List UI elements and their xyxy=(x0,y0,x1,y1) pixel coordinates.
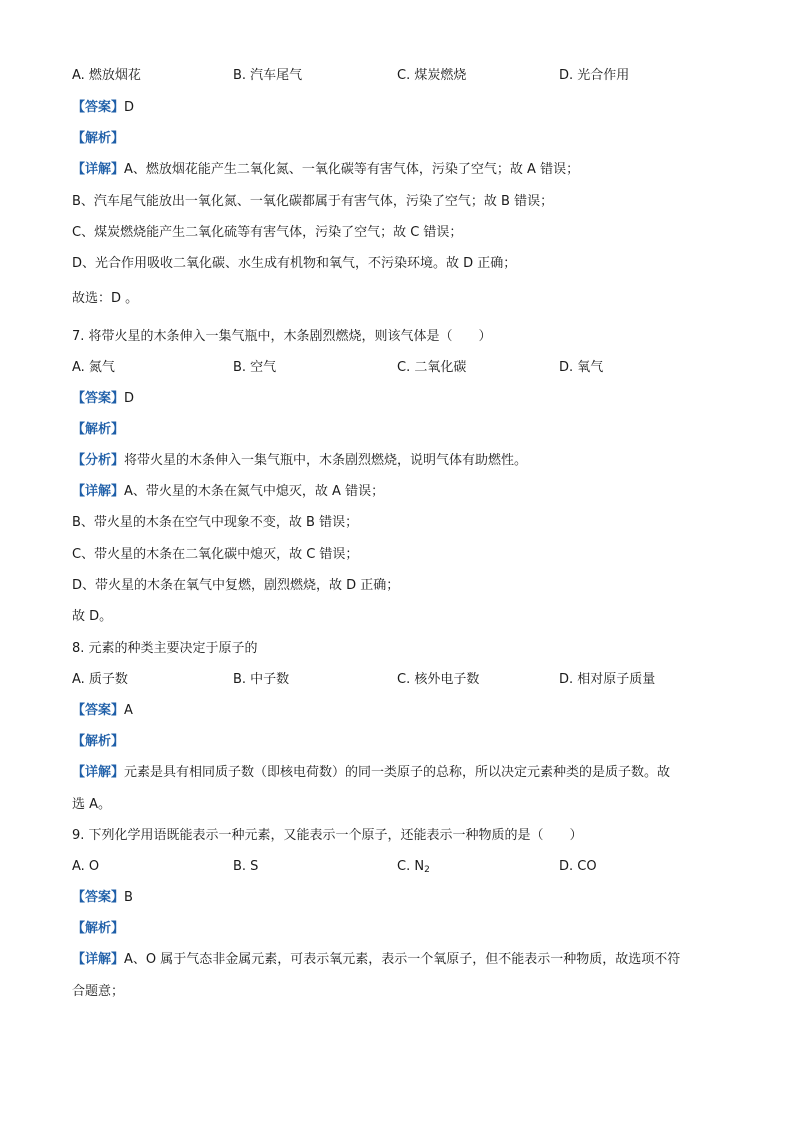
option-b: B. S xyxy=(233,859,259,874)
q7-explanation-line: D、带火星的木条在氧气中复燃，剧烈燃烧，故 D 正确； xyxy=(72,578,400,593)
q9-answer xyxy=(72,889,133,907)
q7-explanation-line: B、带火星的木条在空气中现象不变，故 B 错误； xyxy=(72,515,359,530)
analysis-tag: 【解析】 xyxy=(72,734,125,749)
answer-value: A xyxy=(124,703,133,718)
q8-detail-continued: 选 A。 xyxy=(72,797,112,812)
q6-answer xyxy=(72,99,134,117)
answer-value: B xyxy=(124,890,133,905)
analysis-tag: 【解析】 xyxy=(72,921,125,936)
option-c: C. 煤炭燃烧 xyxy=(397,68,467,83)
option-d: D. 相对原子质量 xyxy=(559,672,656,687)
option-b: B. 中子数 xyxy=(233,672,290,687)
option-c: C. 核外电子数 xyxy=(397,672,480,687)
analysis-tag: 【解析】 xyxy=(72,131,125,146)
detail-tag: 【详解】 xyxy=(72,162,125,177)
q7-explanation-line: C、带火星的木条在二氧化碳中熄灭，故 C 错误； xyxy=(72,547,359,562)
detail-tag: 【详解】 xyxy=(72,765,125,780)
q6-explanation-line: C、煤炭燃烧能产生二氧化硫等有害气体，污染了空气；故 C 错误； xyxy=(72,225,463,240)
answer-value: D xyxy=(124,391,135,406)
analysis-tag: 【解析】 xyxy=(72,422,125,437)
option-a: A. 质子数 xyxy=(72,672,128,687)
fenxi-text: 将带火星的木条伸入一集气瓶中，木条剧烈燃烧，说明气体有助燃性。 xyxy=(124,453,528,468)
q9-detail xyxy=(72,951,680,969)
answer-value: D xyxy=(124,100,135,115)
detail-text: A、O 属于气态非金属元素，可表示氧元素，表示一个氧原子，但不能表示一种物质，故选项不符 xyxy=(124,952,681,967)
fenxi-tag: 【分析】 xyxy=(72,453,125,468)
subscript: 2 xyxy=(424,865,430,875)
q9-stem: 9. 下列化学用语既能表示一种元素，又能表示一个原子，还能表示一种物质的是（ ） xyxy=(72,828,583,843)
option-a: A. 氮气 xyxy=(72,360,115,375)
q7-stem: 7. 将带火星的木条伸入一集气瓶中，木条剧烈燃烧，则该气体是（ ） xyxy=(72,329,492,344)
q7-analysis-heading xyxy=(72,421,124,439)
detail-tag: 【详解】 xyxy=(72,952,125,967)
option-d: D. 氧气 xyxy=(559,360,604,375)
q9-analysis-heading xyxy=(72,920,124,938)
q7-answer xyxy=(72,390,134,408)
q6-explanation-line: B、汽车尾气能放出一氧化氮、一氧化碳都属于有害气体，污染了空气；故 B 错误； xyxy=(72,194,554,209)
q9-detail-continued: 合题意； xyxy=(72,984,125,999)
answer-tag: 【答案】 xyxy=(72,890,125,905)
q7-analysis xyxy=(72,452,527,470)
option-b: B. 空气 xyxy=(233,360,277,375)
q7-conclusion: 故 D。 xyxy=(72,609,113,624)
detail-text: A、燃放烟花能产生二氧化氮、一氧化碳等有害气体，污染了空气；故 A 错误； xyxy=(124,162,580,177)
q8-detail xyxy=(72,764,670,782)
detail-text: 元素是具有相同质子数（即核电荷数）的同一类原子的总称，所以决定元素种类的是质子数。故 xyxy=(124,765,671,780)
q6-analysis-heading xyxy=(72,130,124,148)
option-c: C. 二氧化碳 xyxy=(397,360,467,375)
q7-detail xyxy=(72,483,384,501)
option-a: A. 燃放烟花 xyxy=(72,68,141,83)
option-c-text: C. N xyxy=(397,859,425,874)
q8-analysis-heading xyxy=(72,733,124,751)
option-a: A. O xyxy=(72,859,100,874)
detail-tag: 【详解】 xyxy=(72,484,125,499)
q6-detail xyxy=(72,161,579,179)
option-b: B. 汽车尾气 xyxy=(233,68,303,83)
q6-conclusion: 故选：D 。 xyxy=(72,291,139,306)
answer-tag: 【答案】 xyxy=(72,100,125,115)
q6-explanation-line: D、光合作用吸收二氧化碳、水生成有机物和氧气，不污染环境。故 D 正确； xyxy=(72,256,517,271)
q8-answer xyxy=(72,702,133,720)
option-c xyxy=(397,858,430,876)
q8-stem: 8. 元素的种类主要决定于原子的 xyxy=(72,641,258,656)
answer-tag: 【答案】 xyxy=(72,703,125,718)
answer-tag: 【答案】 xyxy=(72,391,125,406)
option-d: D. 光合作用 xyxy=(559,68,630,83)
detail-text: A、带火星的木条在氮气中熄灭，故 A 错误； xyxy=(124,484,385,499)
option-d: D. CO xyxy=(559,859,597,874)
